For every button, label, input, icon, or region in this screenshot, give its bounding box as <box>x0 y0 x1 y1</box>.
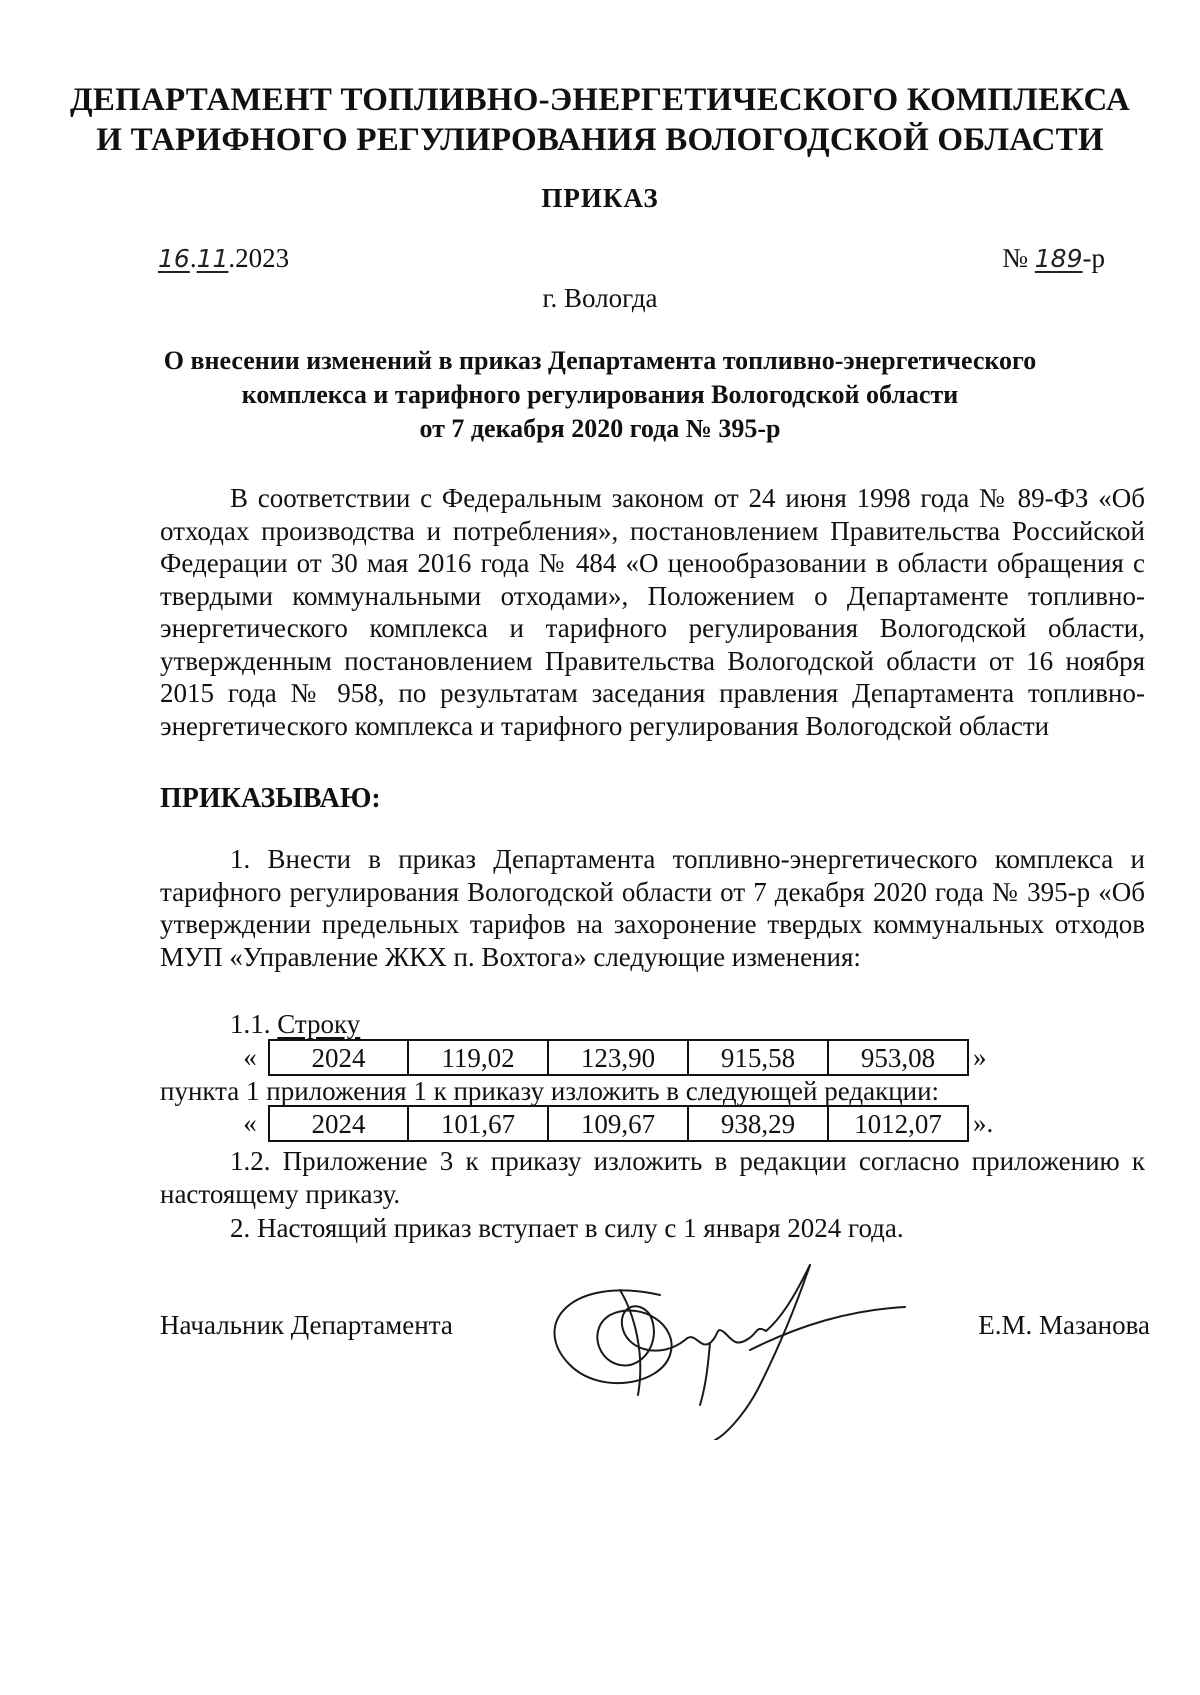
order-word: ПРИКАЗЫВАЮ: <box>160 783 381 814</box>
table-cell: 109,67 <box>548 1106 688 1141</box>
signatory-position: Начальник Департамента <box>160 1310 453 1340</box>
table-row <box>269 1106 968 1141</box>
table-cell: 123,90 <box>548 1040 688 1075</box>
close-quote: ». <box>973 1108 994 1138</box>
item-1-1-number: 1.1. <box>230 1009 271 1039</box>
city: г. Вологда <box>542 283 658 313</box>
order-number <box>1002 243 1105 274</box>
table-cell: 101,67 <box>408 1106 548 1141</box>
department-line-1: ДЕПАРТАМЕНТ ТОПЛИВНО-ЭНЕРГЕТИЧЕСКОГО КОМПЛЕКСА <box>70 82 1130 118</box>
number-value: 189 <box>1034 244 1083 273</box>
item-1-2-paragraph: 1.2. Приложение 3 к приказу изложить в редакции согласно приложению к настоящему приказу. <box>160 1146 1145 1209</box>
number-suffix: -р <box>1082 243 1105 273</box>
signatory-name: Е.М. Мазанова <box>978 1310 1150 1340</box>
title-line-3: от 7 декабря 2020 года № 395-р <box>419 414 781 443</box>
date-year: .2023 <box>228 243 290 273</box>
date-month: 11 <box>196 244 229 273</box>
document-title <box>150 344 1050 446</box>
open-quote: « <box>243 1108 257 1138</box>
mid-text: пункта 1 приложения 1 к приказу изложить в следующей редакции: <box>160 1076 940 1106</box>
handwritten-signature <box>510 1255 910 1440</box>
table-cell: 2024 <box>269 1106 408 1141</box>
department-line-2: И ТАРИФНОГО РЕГУЛИРОВАНИЯ ВОЛОГОДСКОЙ ОБЛАСТИ <box>96 122 1104 158</box>
table-cell: 953,08 <box>828 1040 968 1075</box>
table-cell: 915,58 <box>688 1040 828 1075</box>
item-1-1 <box>230 1009 360 1040</box>
document-type: ПРИКАЗ <box>541 183 659 213</box>
date-day: 16 <box>158 244 190 273</box>
table-cell: 2024 <box>269 1040 408 1075</box>
item-1-1-label: Строку <box>277 1009 361 1039</box>
order-date: 16.11.2023 <box>158 243 290 273</box>
title-line-2: комплекса и тарифного регулирования Вологодской области <box>241 380 959 409</box>
open-quote: « <box>243 1042 257 1072</box>
old-tariff-table <box>268 1039 969 1076</box>
table-row <box>269 1040 968 1075</box>
table-cell: 938,29 <box>688 1106 828 1141</box>
item-2-paragraph: 2. Настоящий приказ вступает в силу с 1 января 2024 года. <box>230 1213 904 1243</box>
number-prefix: № <box>1002 243 1029 273</box>
close-quote: » <box>973 1042 987 1072</box>
old-tariff-row <box>236 1039 987 1076</box>
table-cell: 1012,07 <box>828 1106 968 1141</box>
new-tariff-row <box>236 1105 993 1142</box>
preamble-paragraph: В соответствии с Федеральным законом от 24 июня 1998 года № 89-ФЗ «Об отходах производства и потребления», постановлением Правительства Российской Федерации от 30 мая 2016 года № 484 «О ценообразовании в области обращения с твердыми коммунальными отходами», Положением о Департаменте топливно-энергетического комплекса и тарифного регулирования Вологодской области, утвержденным постановлением Правительства Вологодской области от 16 ноября 2015 года № 958, по результатам заседания правления Департамента топливно-энергетического комплекса и тарифного регулирования Вологодской области <box>160 483 1145 741</box>
item-1-paragraph: 1. Внести в приказ Департамента топливно-энергетического комплекса и тарифного регулирования Вологодской области от 7 декабря 2020 года № 395-р «Об утверждении предельных тарифов на захоронение твердых коммунальных отходов МУП «Управление ЖКХ п. Вохтога» следующие изменения: <box>160 844 1145 972</box>
department-name <box>0 80 1200 160</box>
title-line-1: О внесении изменений в приказ Департамента топливно-энергетического <box>163 346 1037 375</box>
table-cell: 119,02 <box>408 1040 548 1075</box>
new-tariff-table <box>268 1105 969 1142</box>
